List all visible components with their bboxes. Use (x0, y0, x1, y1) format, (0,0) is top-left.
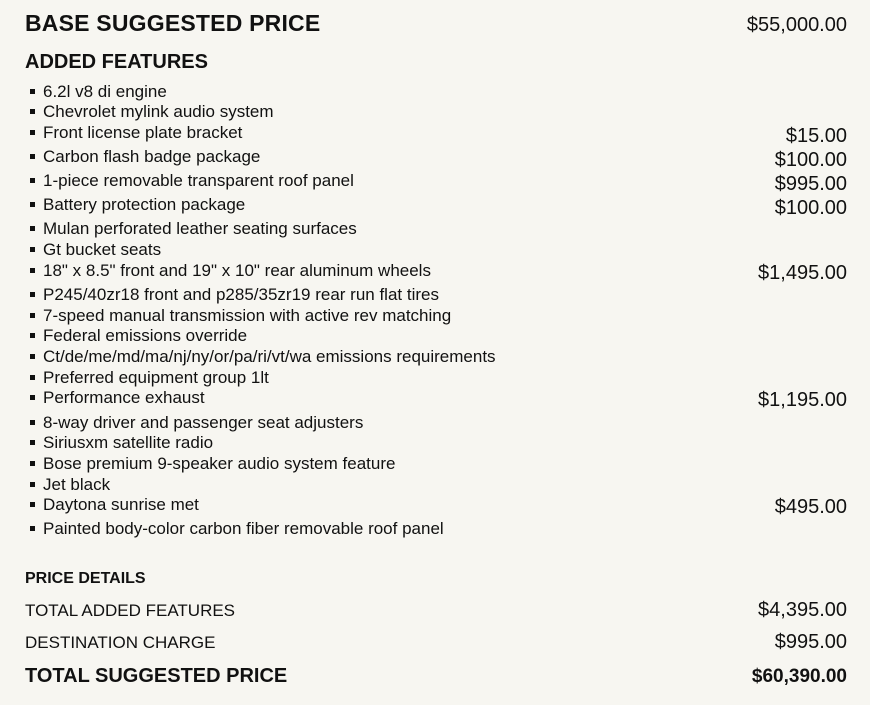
feature-label: Bose premium 9-speaker audio system feature (43, 454, 396, 473)
feature-item (28, 413, 847, 435)
feature-label: 7-speed manual transmission with active rev matching (43, 306, 452, 325)
feature-item (28, 285, 847, 307)
feature-label: Front license plate bracket (43, 123, 243, 142)
bullet-icon (30, 482, 35, 487)
bullet-icon (30, 292, 35, 297)
total-added-features-row (25, 599, 847, 622)
feature-label: 6.2l v8 di engine (43, 82, 167, 101)
feature-item (28, 102, 847, 124)
bullet-icon (30, 202, 35, 207)
bullet-icon (30, 502, 35, 507)
bullet-icon (30, 526, 35, 531)
bullet-icon (30, 440, 35, 445)
feature-item (28, 306, 847, 328)
total-suggested-price-label: TOTAL SUGGESTED PRICE (25, 665, 288, 687)
feature-price: $1,195.00 (758, 389, 847, 411)
base-price-value: $55,000.00 (746, 14, 847, 36)
price-details-title: PRICE DETAILS (25, 570, 146, 587)
bullet-icon (30, 354, 35, 359)
feature-price: $995.00 (774, 173, 847, 195)
feature-item (28, 219, 847, 241)
feature-item (28, 171, 847, 193)
feature-item (28, 388, 847, 410)
feature-price: $100.00 (774, 149, 847, 171)
feature-label: 8-way driver and passenger seat adjusters (43, 413, 364, 432)
destination-charge-label: DESTINATION CHARGE (25, 633, 216, 652)
feature-price: $495.00 (774, 496, 847, 518)
feature-item (28, 347, 847, 369)
added-features-title: ADDED FEATURES (25, 51, 208, 73)
feature-price: $100.00 (774, 197, 847, 219)
bullet-icon (30, 420, 35, 425)
feature-item (28, 326, 847, 348)
feature-price: $1,495.00 (758, 262, 847, 284)
feature-item (28, 454, 847, 476)
feature-label: Jet black (43, 475, 111, 494)
destination-charge-row (25, 631, 847, 654)
feature-label: Battery protection package (43, 195, 246, 214)
feature-item (28, 82, 847, 104)
feature-label: Daytona sunrise met (43, 495, 199, 514)
feature-label: 18" x 8.5" front and 19" x 10" rear aluminum wheels (43, 261, 431, 280)
feature-price: $15.00 (785, 125, 847, 147)
total-suggested-price-value: $60,390.00 (751, 666, 847, 687)
base-price-title: BASE SUGGESTED PRICE (25, 10, 321, 36)
feature-item (28, 147, 847, 169)
bullet-icon (30, 89, 35, 94)
feature-item (28, 195, 847, 217)
feature-label: Ct/de/me/md/ma/nj/ny/or/pa/ri/vt/wa emissions requirements (43, 347, 496, 366)
feature-item (28, 123, 847, 145)
feature-item (28, 519, 847, 541)
base-price-row (25, 10, 847, 37)
bullet-icon (30, 375, 35, 380)
bullet-icon (30, 461, 35, 466)
feature-item (28, 261, 847, 283)
feature-label: P245/40zr18 front and p285/35zr19 rear run flat tires (43, 285, 439, 304)
total-added-features-value: $4,395.00 (758, 599, 847, 621)
feature-label: Painted body-color carbon fiber removable roof panel (43, 519, 444, 538)
feature-label: Gt bucket seats (43, 240, 162, 259)
feature-label: Carbon flash badge package (43, 147, 261, 166)
total-suggested-price-row (25, 665, 847, 688)
bullet-icon (30, 154, 35, 159)
feature-item (28, 495, 847, 517)
feature-label: Preferred equipment group 1lt (43, 368, 269, 387)
feature-item (28, 368, 847, 390)
bullet-icon (30, 130, 35, 135)
bullet-icon (30, 247, 35, 252)
feature-item (28, 240, 847, 262)
feature-item (28, 475, 847, 497)
feature-label: 1-piece removable transparent roof panel (43, 171, 354, 190)
feature-label: Performance exhaust (43, 388, 205, 407)
feature-label: Mulan perforated leather seating surfaces (43, 219, 357, 238)
feature-item (28, 433, 847, 455)
bullet-icon (30, 313, 35, 318)
destination-charge-value: $995.00 (774, 631, 847, 653)
feature-label: Siriusxm satellite radio (43, 433, 214, 452)
bullet-icon (30, 226, 35, 231)
total-added-features-label: TOTAL ADDED FEATURES (25, 601, 236, 620)
bullet-icon (30, 395, 35, 400)
bullet-icon (30, 268, 35, 273)
bullet-icon (30, 109, 35, 114)
bullet-icon (30, 333, 35, 338)
bullet-icon (30, 178, 35, 183)
feature-label: Federal emissions override (43, 326, 248, 345)
feature-label: Chevrolet mylink audio system (43, 102, 274, 121)
